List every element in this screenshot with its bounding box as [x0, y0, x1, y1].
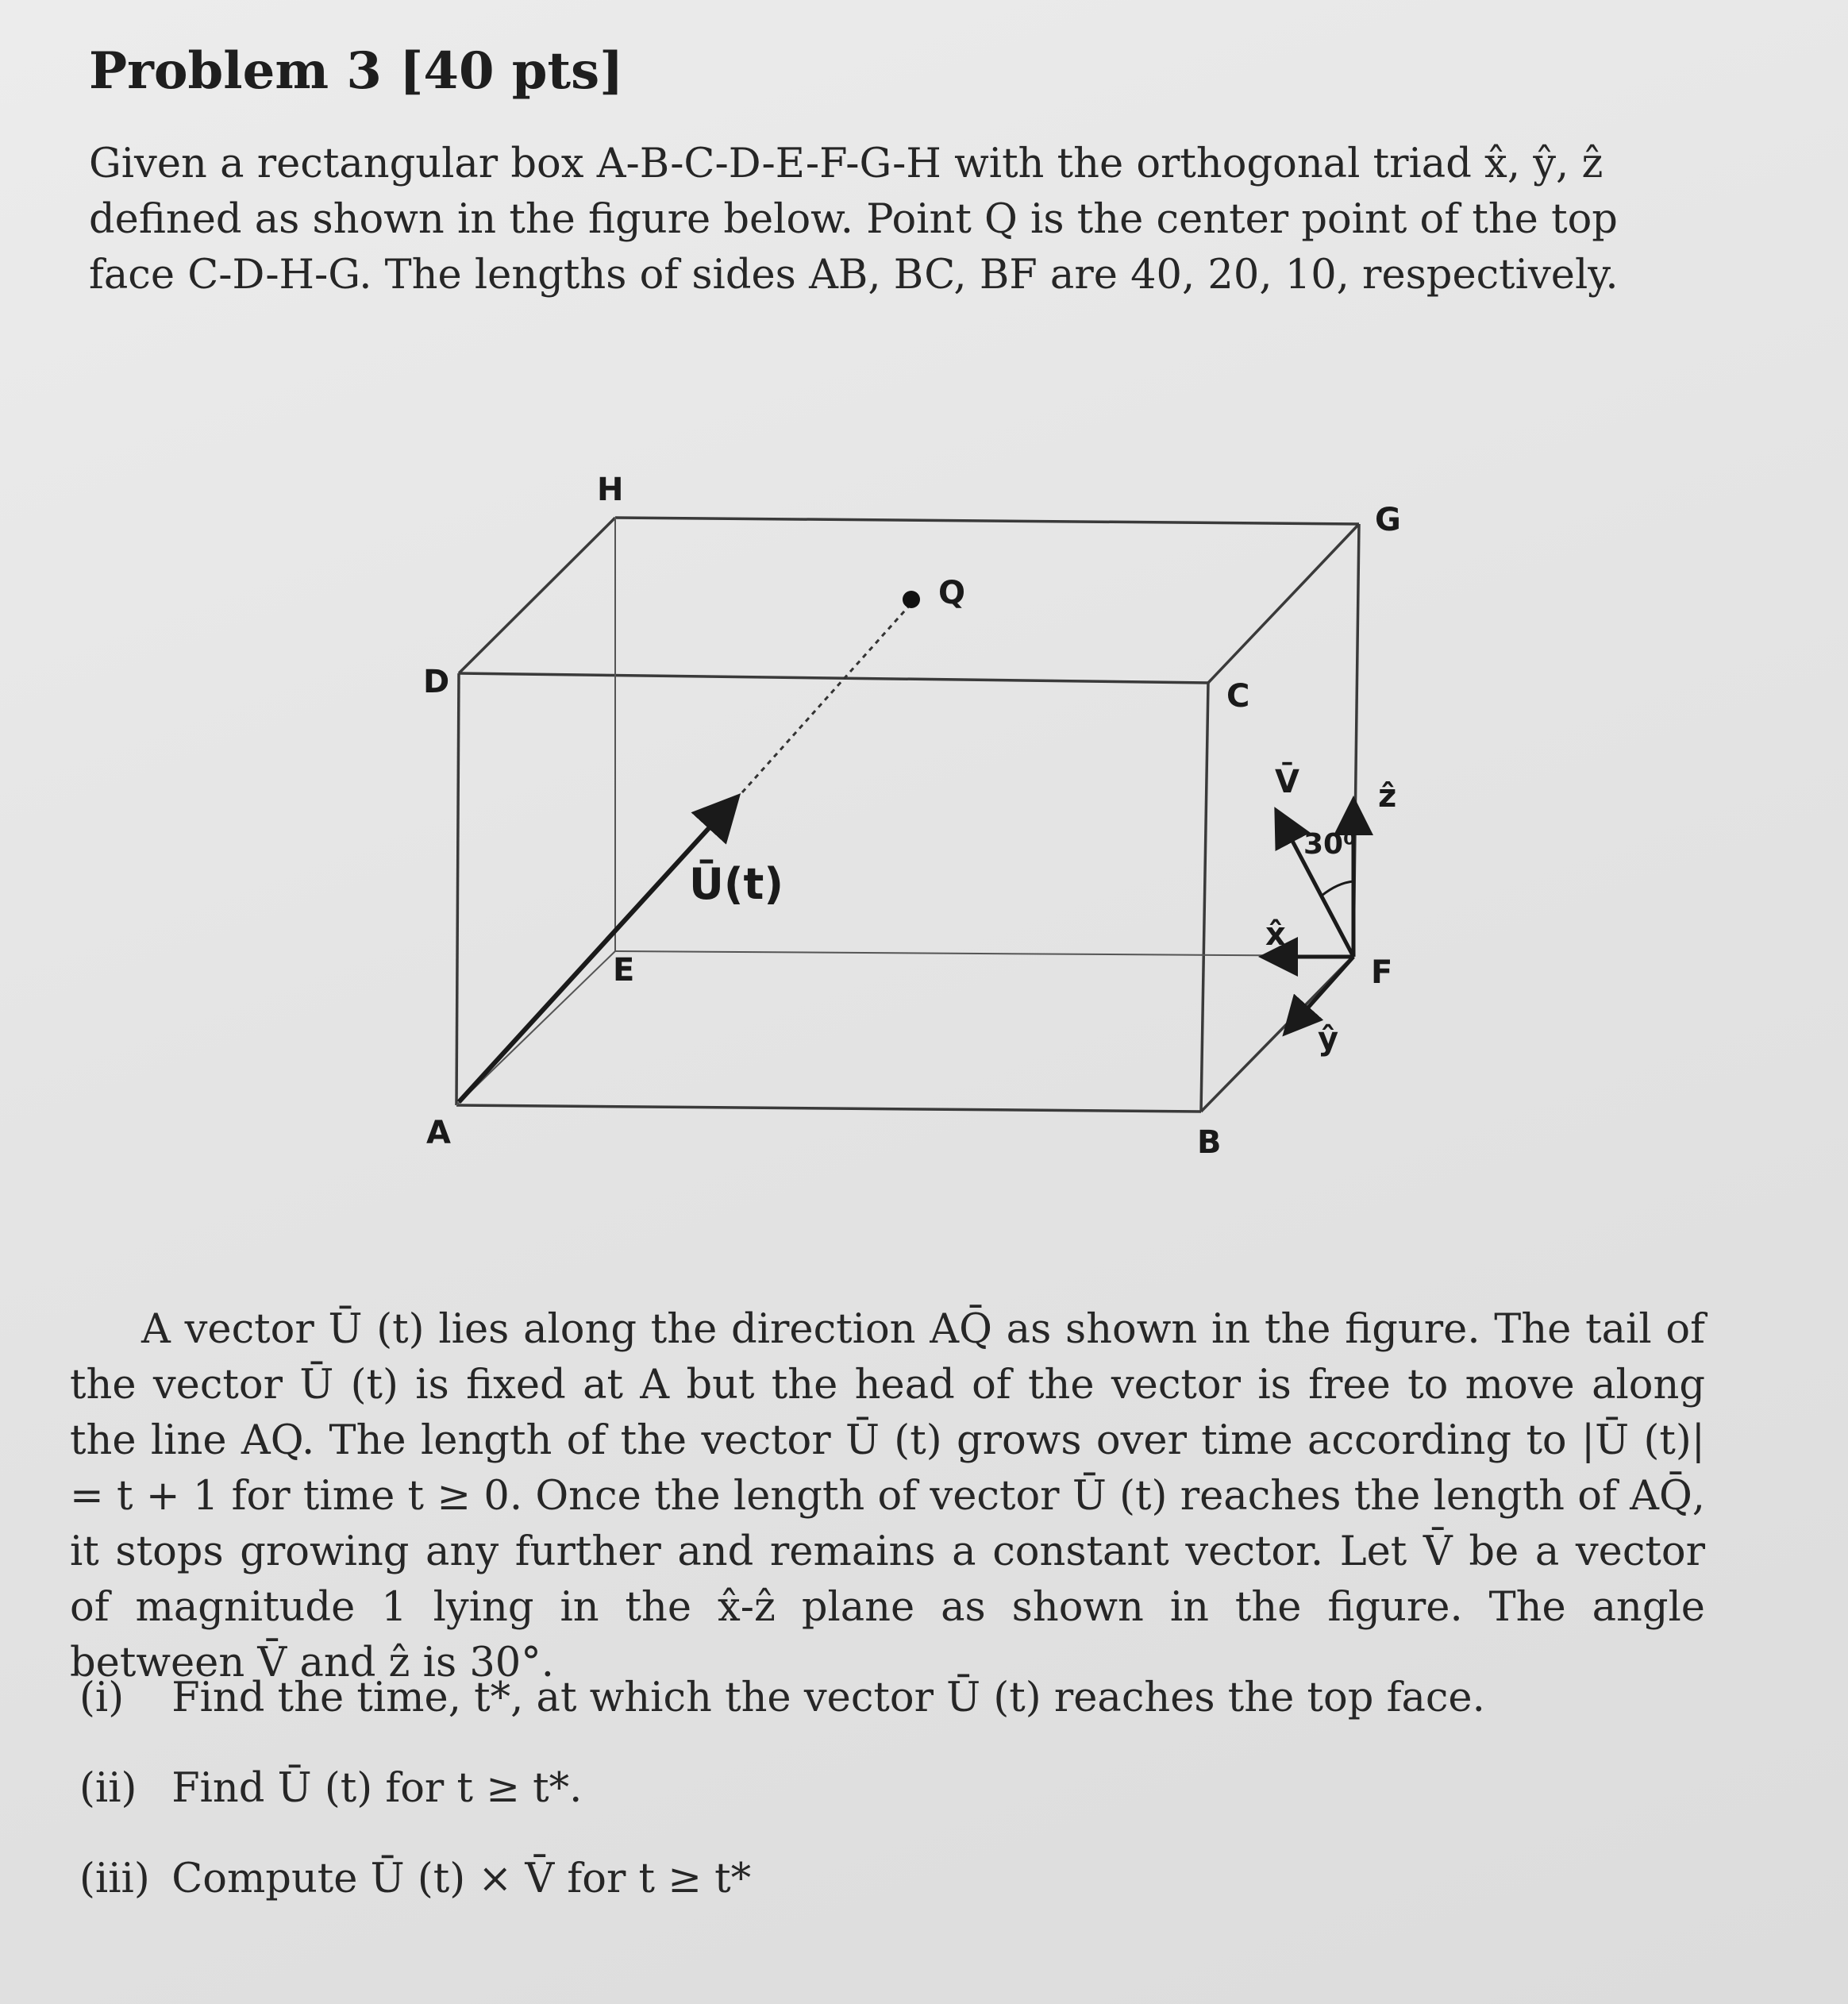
label-d: D [423, 664, 450, 700]
question-text: Find Ū (t) for t ≥ t*. [171, 1765, 583, 1812]
label-a: A [426, 1115, 451, 1151]
axis-y-arrow [1288, 957, 1353, 1031]
label-axis-x: x̂ [1265, 916, 1286, 953]
question-item [79, 1671, 1667, 1726]
question-number: (ii) [79, 1765, 137, 1812]
label-vector-u: Ū(t) [689, 859, 784, 909]
label-b: B [1197, 1124, 1222, 1161]
question-item [79, 1761, 1667, 1817]
box-figure [0, 445, 1848, 1191]
question-text: Compute Ū (t) × V̄ for t ≥ t* [171, 1856, 752, 1902]
question-item [79, 1852, 1667, 1907]
point-q [903, 591, 920, 608]
problem-body: A vector Ū (t) lies along the direction AQ̄ as shown in the figure. The tail of the vector Ū (t) is fixed at A but the head of the vector is free to move along the line AQ. The length of the vector Ū (t) grows over time according to |Ū (t)| = t + 1 for time t ≥ 0. Once the length of vector Ū (t) reaches the length of AQ̄, it stops growing any further and remains a constant vector. Let V̄ be a vector of magnitude 1 lying in the x̂-ẑ plane as shown in the figure. The angle between V̄ and ẑ is 30°. [70, 1306, 1705, 1686]
label-f: F [1371, 954, 1393, 991]
question-number: (i) [79, 1674, 125, 1721]
angle-arc [1322, 881, 1353, 896]
label-c: C [1226, 678, 1250, 715]
aq-dotted-line [742, 603, 911, 792]
hidden-edges [456, 518, 1353, 1105]
label-angle: 30⁰ [1303, 828, 1356, 861]
label-axis-y: ŷ [1318, 1021, 1339, 1058]
question-text: Find the time, t*, at which the vector Ū (t) reaches the top face. [171, 1674, 1485, 1721]
label-vector-v: V̄ [1275, 764, 1299, 800]
problem-title: Problem 3 [40 pts] [89, 41, 624, 101]
label-g: G [1375, 502, 1401, 538]
label-axis-z: ẑ [1378, 778, 1397, 815]
problem-intro: Given a rectangular box A-B-C-D-E-F-G-H with the orthogonal triad x̂, ŷ, ẑ defined as shown in the figure below. Point Q is the center point of the top face C-D-H-G. The lengths of sides AB, BC, BF are 40, 20, 10, respectively. [89, 141, 1619, 299]
question-number: (iii) [79, 1856, 150, 1902]
question-list [79, 1671, 1667, 1942]
label-q: Q [938, 575, 966, 611]
label-e: E [613, 952, 635, 989]
label-h: H [597, 472, 624, 508]
